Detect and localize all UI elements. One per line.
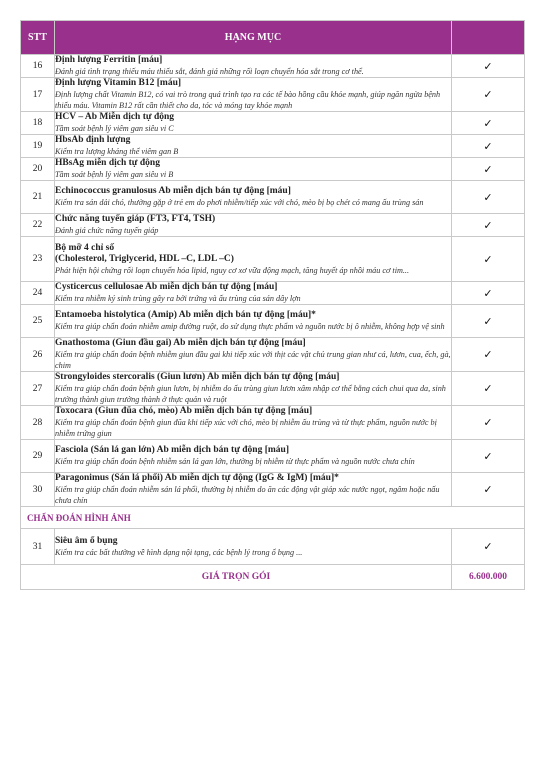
table-row	[21, 158, 525, 181]
table-row	[21, 237, 525, 282]
row-item	[55, 338, 452, 372]
item-description: Kiểm tra các bất thường về hình dạng nội tạng, các bệnh lý trong ổ bụng ...	[55, 547, 303, 557]
table-row	[21, 406, 525, 440]
check-icon: ✓	[452, 473, 525, 507]
item-description: Tầm soát bệnh lý viêm gan siêu vi B	[55, 170, 174, 179]
row-number: 23	[21, 237, 55, 282]
row-item	[55, 237, 452, 282]
header-item: HẠNG MỤC	[55, 21, 452, 55]
row-item	[55, 305, 452, 338]
check-icon: ✓	[452, 338, 525, 372]
row-item	[55, 372, 452, 406]
row-item	[55, 158, 452, 181]
item-description: Tầm soát bệnh lý viêm gan siêu vi C	[55, 124, 174, 133]
check-icon: ✓	[452, 529, 525, 565]
row-item	[55, 112, 452, 135]
item-description: Kiểm tra giúp chẩn đoán bệnh giun lươn, bị nhiễm do ấu trùng giun lươn xâm nhập cơ thể bằng cách chui qua da, sinh trưởng thành giun trưởng thành ở thực quản và ruột	[55, 384, 446, 404]
item-name: Echinococcus granulosus Ab miễn dịch bán tự động [máu]	[55, 186, 291, 196]
item-name: Siêu âm ổ bụng	[55, 535, 118, 546]
item-name: HBsAg miễn dịch tự động	[55, 158, 160, 168]
check-icon: ✓	[452, 305, 525, 338]
row-number: 17	[21, 78, 55, 112]
row-number: 25	[21, 305, 55, 338]
row-item	[55, 282, 452, 305]
table-row	[21, 214, 525, 237]
total-row	[21, 565, 525, 590]
item-description: Kiểm tra giúp chẩn đoán bệnh nhiễm sán lá gan lớn, thường bị nhiễm từ thực phẩm và nguồn nước chưa chín	[55, 457, 415, 466]
row-item	[55, 135, 452, 158]
item-name: Paragonimus (Sán lá phổi) Ab miễn dịch tự động (IgG & IgM) [máu]*	[55, 473, 339, 483]
row-number: 30	[21, 473, 55, 507]
row-item	[55, 473, 452, 507]
header-stt: STT	[21, 21, 55, 55]
section-title: CHẨN ĐOÁN HÌNH ẢNH	[21, 507, 525, 529]
item-description: Kiểm tra nhiễm ký sinh trùng gây ra bởi trứng và ấu trùng của sán dây lợn	[55, 294, 301, 303]
item-description: Kiểm tra giúp chẩn đoán bệnh giun đũa khi tiếp xúc với chó, mèo bị nhiễm ấu trùng và từ thực phẩm, nguồn nước bị nhiễm trứng giun	[55, 418, 437, 438]
check-icon: ✓	[452, 237, 525, 282]
row-item	[55, 214, 452, 237]
item-name: Chức năng tuyến giáp (FT3, FT4, TSH)	[55, 214, 216, 224]
header-check	[452, 21, 525, 55]
item-description: Kiểm tra giúp chẩn đoán nhiễm amip đường ruột, do sử dụng thực phẩm và nguồn nước bị ô nhiễm, không hợp vệ sinh	[55, 322, 445, 331]
row-number: 31	[21, 529, 55, 565]
item-name: Cysticercus cellulosae Ab miễn dịch bán tự động [máu]	[55, 282, 278, 292]
row-number: 28	[21, 406, 55, 440]
check-icon: ✓	[452, 214, 525, 237]
table-row	[21, 282, 525, 305]
item-name: Bộ mỡ 4 chỉ số	[55, 242, 115, 253]
check-icon: ✓	[452, 406, 525, 440]
table-row	[21, 529, 525, 565]
total-price: 6.600.000	[452, 565, 525, 590]
table-body	[21, 55, 525, 590]
check-icon: ✓	[452, 181, 525, 214]
row-number: 19	[21, 135, 55, 158]
table-row	[21, 135, 525, 158]
item-description: Phát hiện hội chứng rối loạn chuyển hóa lipid, nguy cơ xơ vữa động mạch, tăng huyết áp nhồi máu cơ tim...	[55, 265, 410, 275]
row-number: 22	[21, 214, 55, 237]
row-number: 26	[21, 338, 55, 372]
check-icon: ✓	[452, 55, 525, 78]
item-name: HbsAb định lượng	[55, 135, 131, 145]
item-name-detail: (Cholesterol, Triglycerid, HDL –C, LDL –C)	[55, 253, 234, 264]
section-row-imaging	[21, 507, 525, 529]
row-item	[55, 529, 452, 565]
check-icon: ✓	[452, 135, 525, 158]
item-name: Strongyloides stercoralis (Giun lươn) Ab miễn dịch bán tự động [máu]	[55, 372, 340, 382]
item-description: Kiểm tra sán dải chó, thường gặp ở trẻ em do phơi nhiễm/tiếp xúc với chó, mèo bị bọ chét có mang ấu trùng sán	[55, 198, 424, 207]
item-description: Kiểm tra lượng kháng thể viêm gan B	[55, 147, 179, 156]
row-number: 27	[21, 372, 55, 406]
table-row	[21, 78, 525, 112]
item-name: Gnathostoma (Giun đầu gai) Ab miễn dịch bán tự động [máu]	[55, 338, 306, 348]
row-item	[55, 181, 452, 214]
row-item	[55, 78, 452, 112]
item-name: Toxocara (Giun đũa chó, mèo) Ab miễn dịch bán tự động [máu]	[55, 406, 313, 416]
row-number: 16	[21, 55, 55, 78]
item-description: Định lượng chất Vitamin B12, có vai trò trong quá trình tạo ra các tế bào hồng cầu khỏe mạnh, giúp ngăn ngừa bệnh thiếu máu. Vitamin B12 rất cần thiết cho da, tóc và móng tay khỏe mạnh	[55, 90, 441, 110]
table-row	[21, 473, 525, 507]
row-item	[55, 55, 452, 78]
row-number: 18	[21, 112, 55, 135]
service-package-table	[20, 20, 525, 590]
table-row	[21, 338, 525, 372]
table-row	[21, 305, 525, 338]
check-icon: ✓	[452, 440, 525, 473]
row-item	[55, 440, 452, 473]
table-row	[21, 440, 525, 473]
item-name: HCV – Ab Miễn dịch tự động	[55, 112, 175, 122]
table-row	[21, 112, 525, 135]
total-label: GIÁ TRỌN GÓI	[21, 565, 452, 590]
table-header-row	[21, 21, 525, 55]
row-number: 21	[21, 181, 55, 214]
item-description: Kiểm tra giúp chẩn đoán nhiễm sán lá phổi, thường bị nhiễm do ăn các động vật giáp xác nước ngọt, ngâm hoặc nấu chưa chín	[55, 485, 440, 505]
check-icon: ✓	[452, 282, 525, 305]
row-item	[55, 406, 452, 440]
item-description: Đánh giá tình trạng thiếu máu thiếu sắt, đánh giá những rối loạn chuyển hóa sắt trong cơ thể.	[55, 67, 364, 76]
item-description: Kiểm tra giúp chẩn đoán bệnh nhiễm giun đầu gai khi tiếp xúc với thịt các vật chủ trung gian như cá, lươn, cua, ếch, gà, chim	[55, 350, 451, 370]
item-description: Đánh giá chức năng tuyến giáp	[55, 226, 159, 235]
item-name: Định lượng Vitamin B12 [máu]	[55, 78, 182, 88]
check-icon: ✓	[452, 372, 525, 406]
check-icon: ✓	[452, 78, 525, 112]
row-number: 24	[21, 282, 55, 305]
item-name: Fasciola (Sán lá gan lớn) Ab miễn dịch bán tự động [máu]	[55, 445, 289, 455]
table-row	[21, 55, 525, 78]
table-row	[21, 372, 525, 406]
row-number: 29	[21, 440, 55, 473]
check-icon: ✓	[452, 158, 525, 181]
item-name: Entamoeba histolytica (Amip) Ab miễn dịch bán tự động [máu]*	[55, 310, 316, 320]
row-number: 20	[21, 158, 55, 181]
table-row	[21, 181, 525, 214]
item-name: Định lượng Ferritin [máu]	[55, 55, 163, 65]
check-icon: ✓	[452, 112, 525, 135]
